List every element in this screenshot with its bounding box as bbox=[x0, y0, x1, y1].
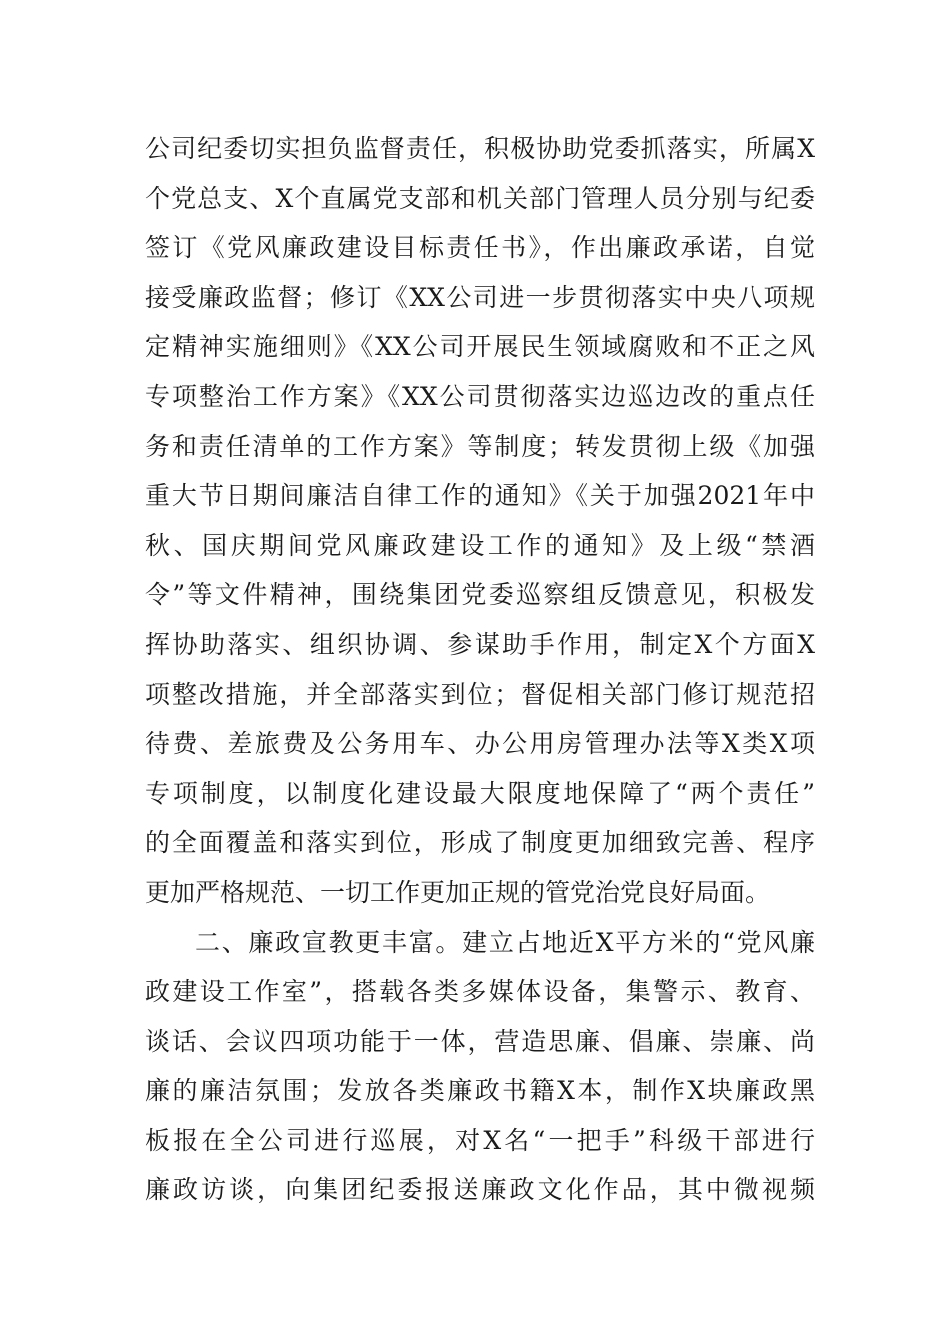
paragraph-line: 令”等文件精神，围绕集团党委巡察组反馈意见，积极发 bbox=[145, 580, 815, 610]
paragraph-line: 公司纪委切实担负监督责任，积极协助党委抓落实，所属X bbox=[145, 134, 815, 163]
paragraph-line: 廉政访谈，向集团纪委报送廉政文化作品，其中微视频 bbox=[145, 1175, 815, 1205]
paragraph-line: 秋、国庆期间党风廉政建设工作的通知》及上级“禁酒 bbox=[145, 530, 815, 560]
paragraph-line: 板报在全公司进行巡展，对X名“一把手”科级干部进行 bbox=[145, 1125, 815, 1155]
paragraph-line: 廉的廉洁氛围；发放各类廉政书籍X本，制作X块廉政黑 bbox=[145, 1076, 815, 1106]
paragraph-line: 的全面覆盖和落实到位，形成了制度更加细致完善、程序 bbox=[145, 828, 815, 858]
paragraph-1 bbox=[145, 124, 815, 918]
paragraph-line: 政建设工作室”，搭载各类多媒体设备，集警示、教育、 bbox=[145, 977, 815, 1007]
paragraph-line: 项整改措施，并全部落实到位；督促相关部门修订规范招 bbox=[145, 679, 815, 709]
paragraph-line: 专项制度，以制度化建设最大限度地保障了“两个责任” bbox=[145, 778, 815, 808]
paragraph-line: 更加严格规范、一切工作更加正规的管党治党良好局面。 bbox=[145, 877, 771, 907]
paragraph-2 bbox=[145, 918, 815, 1216]
document-body bbox=[145, 124, 815, 1215]
paragraph-line: 定精神实施细则》《XX公司开展民生领域腐败和不正之风 bbox=[145, 332, 815, 362]
paragraph-line: 二、廉政宣教更丰富。建立占地近X平方米的“党风廉 bbox=[195, 927, 815, 957]
paragraph-line: 专项整治工作方案》《XX公司贯彻落实边巡边改的重点任 bbox=[145, 381, 815, 411]
paragraph-line: 重大节日期间廉洁自律工作的通知》《关于加强2021年中 bbox=[145, 481, 815, 511]
paragraph-line: 签订《党风廉政建设目标责任书》，作出廉政承诺，自觉 bbox=[145, 233, 815, 263]
paragraph-line: 接受廉政监督；修订《XX公司进一步贯彻落实中央八项规 bbox=[145, 282, 815, 312]
paragraph-line: 待费、差旅费及公务用车、办公用房管理办法等X类X项 bbox=[145, 729, 815, 759]
paragraph-line: 谈话、会议四项功能于一体，营造思廉、倡廉、崇廉、尚 bbox=[145, 1026, 815, 1056]
paragraph-line: 挥协助落实、组织协调、参谋助手作用，制定X个方面X bbox=[145, 629, 815, 659]
paragraph-line: 个党总支、X个直属党支部和机关部门管理人员分别与纪委 bbox=[145, 183, 815, 213]
paragraph-line: 务和责任清单的工作方案》等制度；转发贯彻上级《加强 bbox=[145, 431, 815, 461]
